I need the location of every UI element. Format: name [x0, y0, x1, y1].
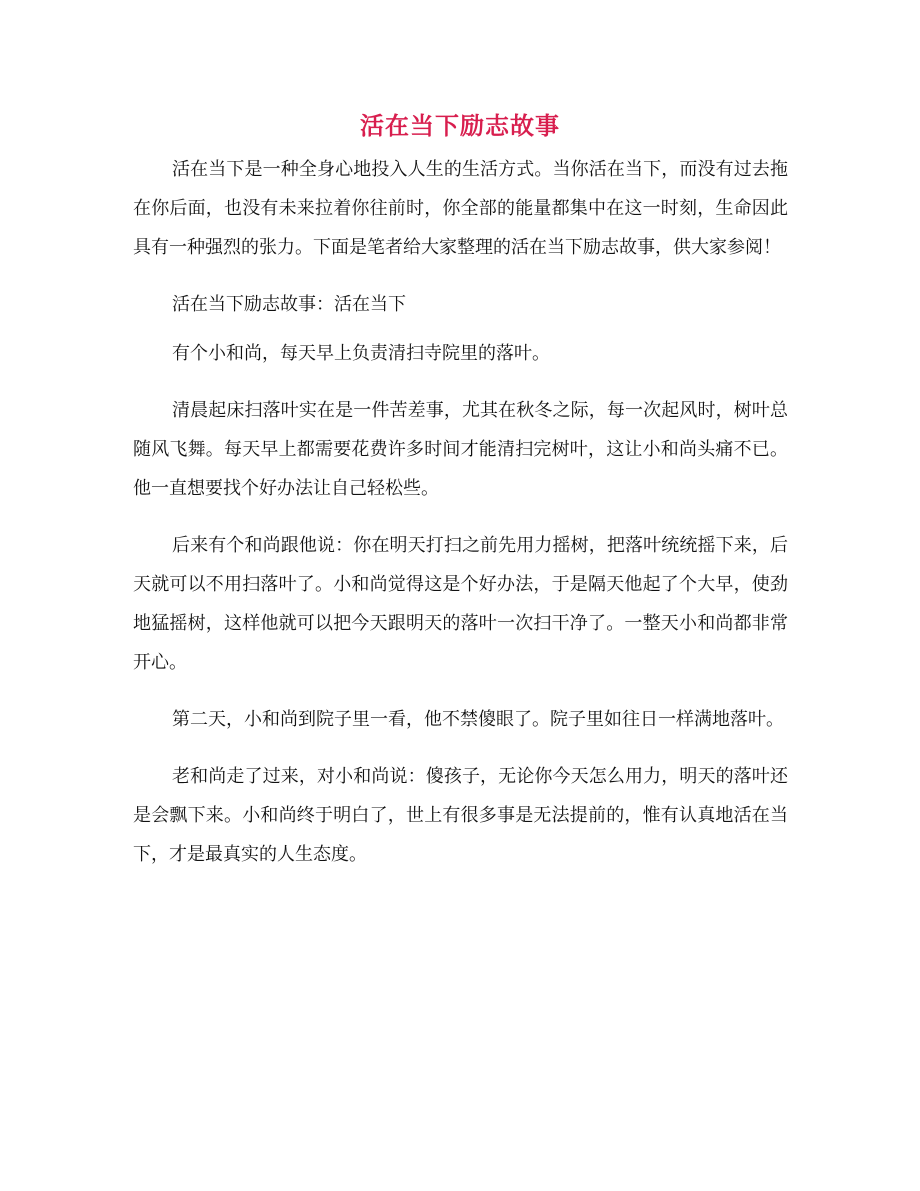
- story-heading: 活在当下励志故事：活在当下: [172, 294, 406, 315]
- story-paragraph: 清晨起床扫落叶实在是一件苦差事，尤其在秋冬之际，每一次起风时，树叶总随风飞舞。每天早上都需要花费许多时间才能清扫完树叶，这让小和尚头痛不已。他一直想要找个好办法让自己轻松些。: [133, 400, 788, 499]
- story-paragraph: 老和尚走了过来，对小和尚说：傻孩子，无论你今天怎么用力，明天的落叶还是会飘下来。小和尚终于明白了，世上有很多事是无法提前的，惟有认真地活在当下，才是最真实的人生态度。: [133, 766, 788, 865]
- intro-paragraph: 活在当下是一种全身心地投入人生的生活方式。当你活在当下，而没有过去拖在你后面，也没有未来拉着你往前时，你全部的能量都集中在这一时刻，生命因此具有一种强烈的张力。下面是笔者给大家整理的活在当下励志故事，供大家参阅！: [133, 159, 788, 258]
- story-paragraph: 有个小和尚，每天早上负责清扫寺院里的落叶。: [172, 343, 550, 364]
- story-paragraph: 后来有个和尚跟他说：你在明天打扫之前先用力摇树，把落叶统统摇下来，后天就可以不用扫落叶了。小和尚觉得这是个好办法，于是隔天他起了个大早，使劲地猛摇树，这样他就可以把今天跟明天的落叶一次扫干净了。一整天小和尚都非常开心。: [133, 535, 788, 673]
- document-title: 活在当下励志故事: [360, 112, 560, 140]
- story-paragraph: 第二天，小和尚到院子里一看，他不禁傻眼了。院子里如往日一样满地落叶。: [172, 709, 784, 730]
- document-body: [133, 150, 788, 892]
